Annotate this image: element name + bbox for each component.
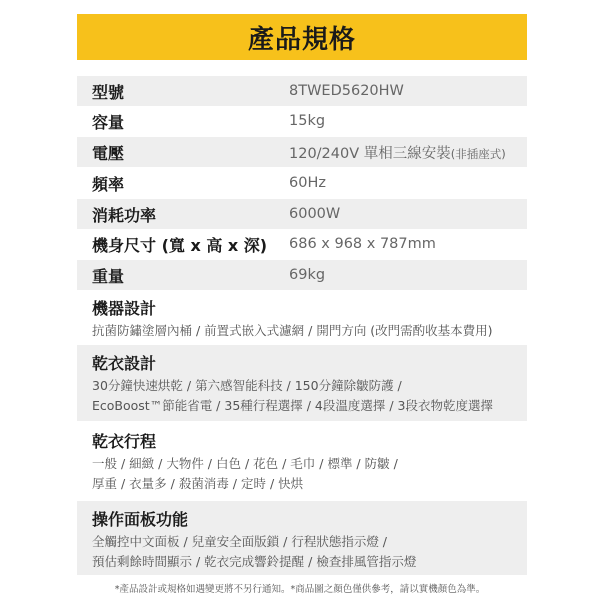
page-title: 產品規格 <box>247 24 356 55</box>
spec-label: 容量 <box>92 112 125 132</box>
section-line: EcoBoost™節能省電 / 35種行程選擇 / 4段溫度選擇 / 3段衣物乾度選擇 <box>92 398 493 413</box>
section-title: 操作面板功能 <box>92 510 189 529</box>
section-title: 乾衣行程 <box>92 432 157 451</box>
spec-value-note: (非插座式) <box>450 146 506 161</box>
section-line: 全觸控中文面板 / 兒童安全面版鎖 / 行程狀態指示燈 / <box>92 534 388 549</box>
section-control-panel <box>77 501 527 575</box>
spec-row-power <box>77 199 527 229</box>
section-line: 一般 / 細緻 / 大物件 / 白色 / 花色 / 毛巾 / 標準 / 防皺 / <box>92 456 398 471</box>
spec-value: 8TWED5620HW <box>289 83 404 99</box>
spec-value: 15kg <box>289 113 326 129</box>
section-line: 厚重 / 衣量多 / 殺菌消毒 / 定時 / 快烘 <box>92 476 304 491</box>
section-dryer-design <box>77 345 527 421</box>
section-line: 30分鐘快速烘乾 / 第六感智能科技 / 150分鐘除皺防護 / <box>92 378 402 393</box>
spec-label: 重量 <box>92 266 125 286</box>
spec-label: 電壓 <box>92 143 125 163</box>
spec-row-capacity <box>77 106 527 136</box>
spec-value <box>289 142 506 163</box>
spec-value-main: 120/240V 單相三線安裝 <box>289 145 451 162</box>
footnote: *產品設計或規格如遇變更將不另行通知。*商品圖之顏色僅供參考，請以實機顏色為準。 <box>114 584 486 595</box>
spec-value: 60Hz <box>289 175 326 191</box>
spec-value: 686 x 968 x 787mm <box>289 236 436 252</box>
spec-label: 消耗功率 <box>92 205 157 225</box>
section-line: 抗菌防鏽塗層內桶 / 前置式嵌入式濾網 / 開門方向 (改門需酌收基本費用) <box>92 323 493 338</box>
spec-row-voltage <box>77 137 527 167</box>
spec-row-model <box>77 76 527 106</box>
spec-label: 機身尺寸 (寬 x 高 x 深) <box>92 235 268 255</box>
section-dry-cycles <box>77 423 527 499</box>
spec-row-dimensions <box>77 229 527 259</box>
spec-value: 69kg <box>289 267 326 283</box>
section-title: 乾衣設計 <box>92 354 157 373</box>
spec-row-frequency <box>77 168 527 198</box>
spec-label: 頻率 <box>92 174 125 194</box>
spec-row-weight <box>77 260 527 290</box>
section-line: 預估剩餘時間顯示 / 乾衣完成響鈴提醒 / 檢查排風管指示燈 <box>92 554 417 569</box>
spec-value: 6000W <box>289 206 341 222</box>
spec-label: 型號 <box>92 82 125 102</box>
section-machine-design <box>77 291 527 343</box>
section-title: 機器設計 <box>92 299 157 318</box>
spec-header <box>77 14 527 60</box>
